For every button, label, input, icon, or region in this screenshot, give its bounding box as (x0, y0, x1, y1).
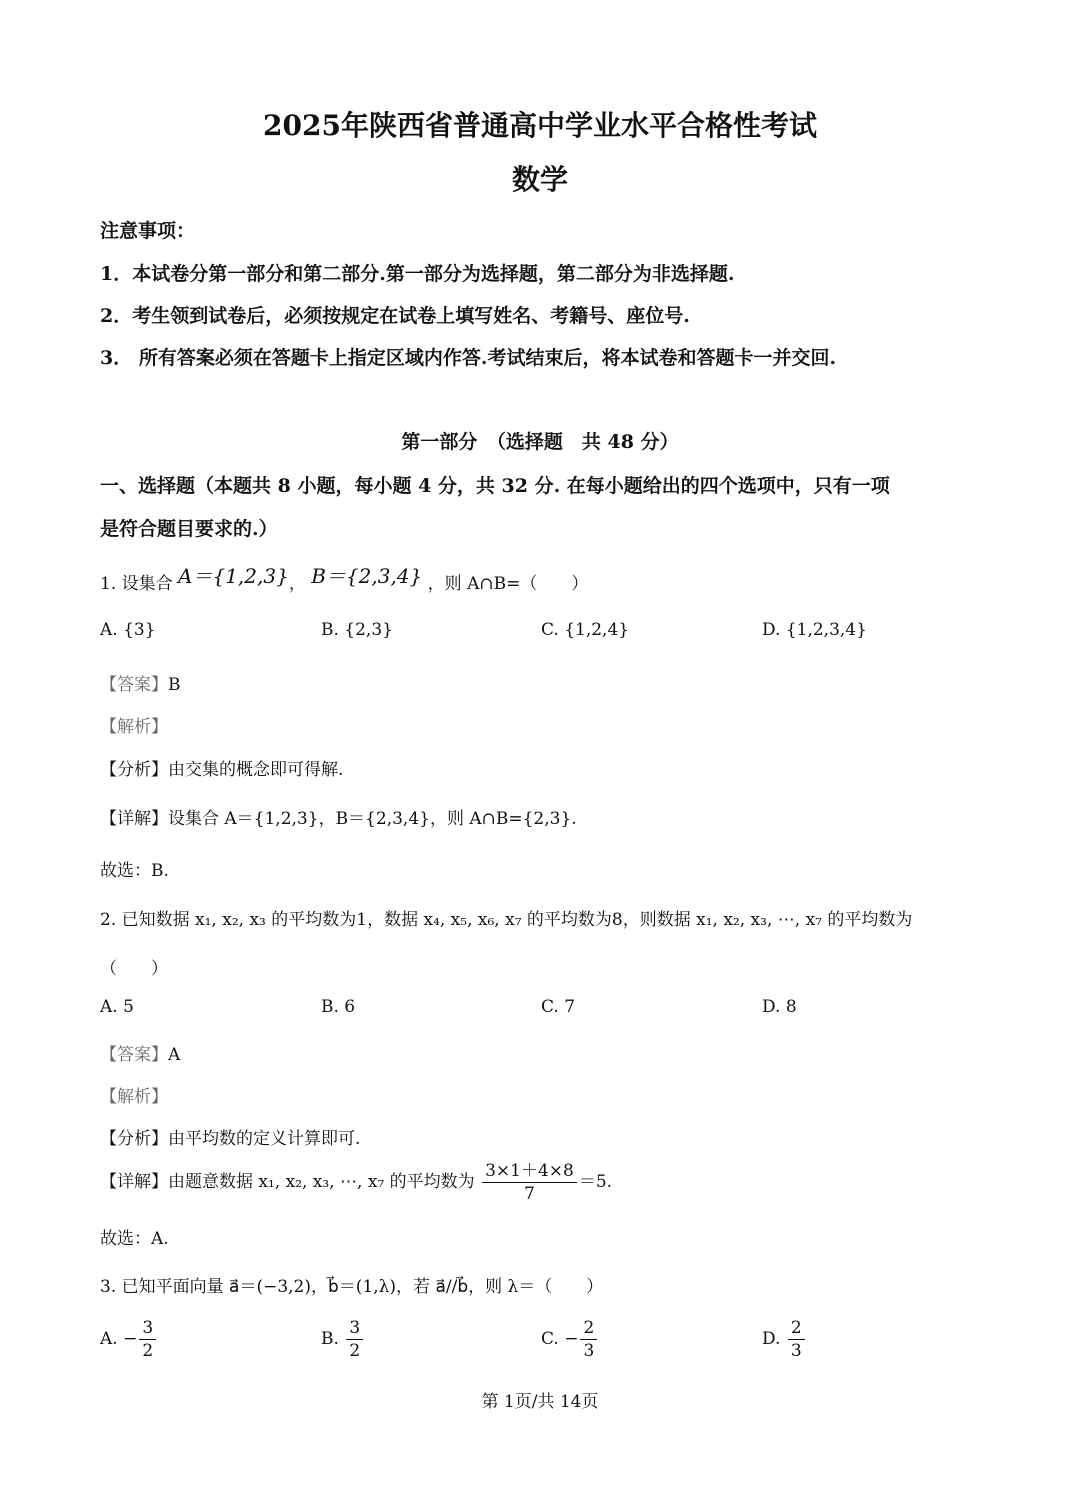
q2-fenxi: 【分析】由平均数的定义计算即可. (100, 1129, 361, 1149)
q1-fenxi: 【分析】由交集的概念即可得解. (100, 760, 344, 780)
page-number: 第 1页/共 14页 (481, 1392, 599, 1412)
q2-detail: 【详解】由题意数据 x₁, x₂, x₃, ⋯, x₇ 的平均数为 $\frac{3\times 1+4\times 8}{7}$ ＝5. (100, 1161, 613, 1204)
note-item-1: 1．本试卷分第一部分和第二部分.第一部分为选择题，第二部分为非选择题. (100, 263, 735, 285)
q3-option-a: A. − $\frac{3}{2}$ (100, 1317, 158, 1362)
set-a: A＝{1,2,3} (178, 564, 289, 588)
question-3-stem: 3. 已知平面向量 a⃗＝(−3,2)，b⃗＝(1,λ)，若 a⃗//b⃗，则 λ＝（ ） (100, 1277, 604, 1297)
note-item-2: 2．考生领到试卷后，必须按规定在试卷上填写姓名、考籍号、座位号. (100, 305, 690, 327)
q2-answer: 【答案】A (100, 1045, 181, 1065)
q1-conclusion: 故选：B. (100, 861, 169, 881)
q3-option-b: B. $\frac{3}{2}$ (321, 1317, 365, 1362)
q1-analysis-tag: 【解析】 (100, 717, 168, 737)
q1-detail: 【详解】设集合 A＝{1,2,3}，B＝{2,3,4}，则 A∩B={2,3}. (100, 809, 577, 829)
question-2-paren: （ ） (100, 959, 168, 979)
q2-option-b: B. 6 (321, 997, 356, 1017)
q2-option-d: D. 8 (762, 997, 797, 1017)
set-b: B＝{2,3,4} (311, 564, 423, 588)
part1-instructions-line2: 是符合题目要求的.） (100, 518, 278, 540)
notes-heading: 注意事项： (100, 220, 196, 242)
q2-option-a: A. 5 (100, 997, 134, 1017)
q1-answer: 【答案】B (100, 675, 181, 695)
q2-fraction: $\frac{3\times 1+4\times 8}{7}$ (482, 1160, 577, 1205)
q1-option-d: D. {1,2,3,4} (762, 620, 867, 640)
q3-option-c: C. − $\frac{2}{3}$ (541, 1317, 599, 1362)
q1-option-a: A. {3} (100, 620, 156, 640)
q1-option-b: B. {2,3} (321, 620, 393, 640)
q2-analysis-tag: 【解析】 (100, 1087, 168, 1107)
q2-conclusion: 故选：A. (100, 1229, 169, 1249)
part1-instructions-line1: 一、选择题（本题共 8 小题，每小题 4 分，共 32 分. 在每小题给出的四个选项中，只有一项 (100, 475, 890, 497)
subject-title: 数学 (511, 163, 568, 196)
question-2-stem: 2. 已知数据 x₁, x₂, x₃ 的平均数为1，数据 x₄, x₅, x₆, x₇ 的平均数为8，则数据 x₁, x₂, x₃, ⋯, x₇ 的平均数为 (100, 910, 913, 930)
part1-heading: 第一部分 （选择题 共 48 分） (401, 431, 679, 453)
q2-option-c: C. 7 (541, 997, 576, 1017)
q1-option-c: C. {1,2,4} (541, 620, 630, 640)
note-item-3: 3． 所有答案必须在答题卡上指定区域内作答.考试结束后，将本试卷和答题卡一并交回. (100, 347, 837, 369)
q3-option-d: D. $\frac{2}{3}$ (762, 1317, 807, 1362)
exam-title: 2025年陕西省普通高中学业水平合格性考试 (263, 109, 817, 142)
question-1-stem: 1. 设集合 A＝{1,2,3}， B＝{2,3,4} ，则 A∩B=（ ） (100, 564, 589, 594)
